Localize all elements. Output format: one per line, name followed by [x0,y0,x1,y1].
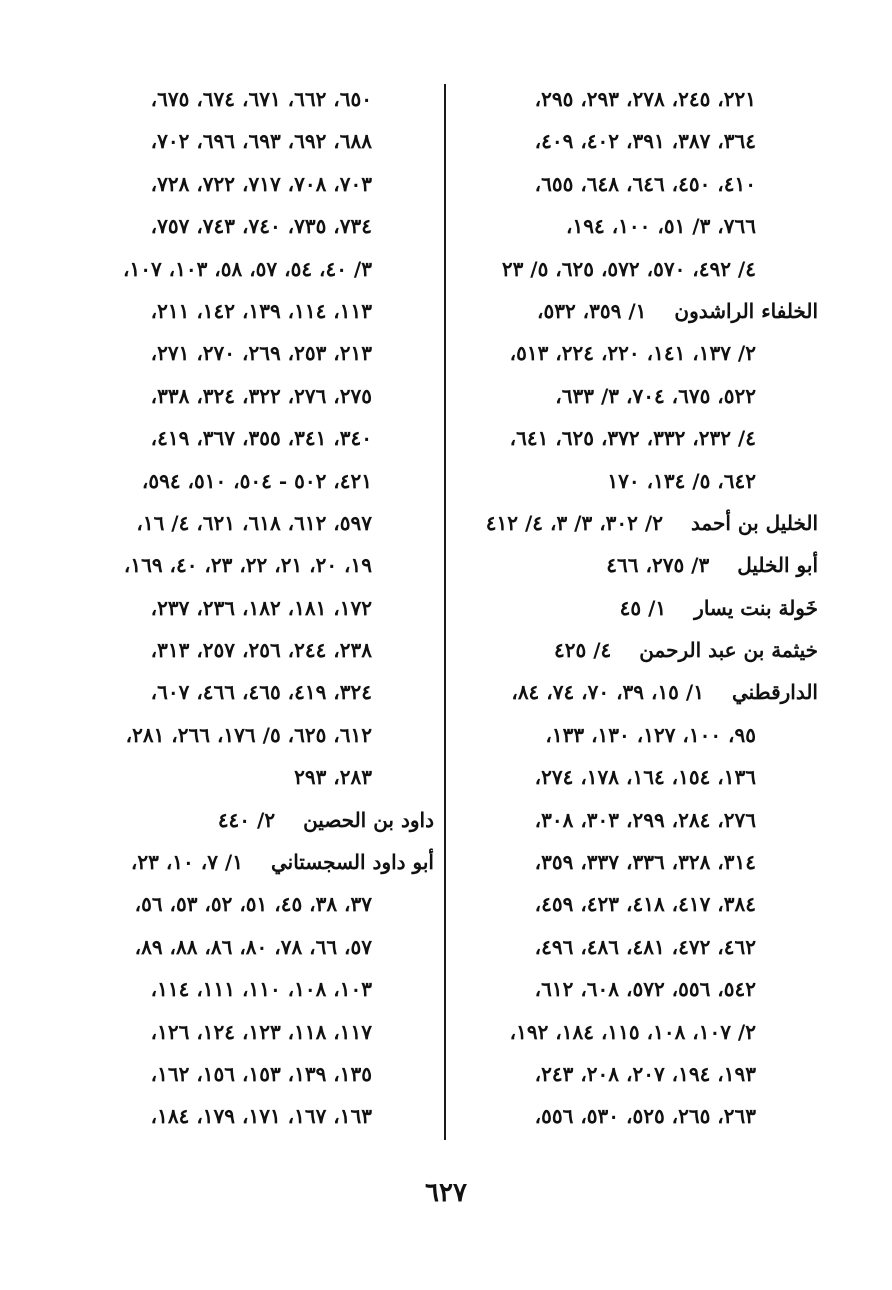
index-continuation-line: ٣٨٤، ٤١٧، ٤١٨، ٤٢٣، ٤٥٩، [534,892,756,917]
index-continuation-line: ١٠٣، ١٠٨، ١١٠، ١١١، ١١٤، [150,977,372,1002]
entry-refs: ٣/ ٢٧٥، ٤٦٦ [606,553,710,578]
entry-name: داود بن الحصين [303,807,434,832]
index-continuation-line: ٤١٠، ٤٥٠، ٦٤٦، ٦٤٨، ٦٥٥، [534,171,756,196]
column-divider [444,84,446,1140]
index-continuation-line: ٣٧، ٣٨، ٤٥، ٥١، ٥٢، ٥٣، ٥٦، [134,892,372,917]
index-continuation-line: ٤٦٢، ٤٧٢، ٤٨١، ٤٨٦، ٤٩٦، [534,934,756,959]
index-continuation-line: ٤/ ٤٩٢، ٥٧٠، ٥٧٢، ٦٢٥، ٥/ ٢٣ [501,256,756,281]
index-entry [72,799,434,841]
entry-name: خيثمة بن عبد الرحمن [639,638,818,663]
entry-name: الخليل بن أحمد [690,510,818,535]
entry-refs: ١/ ١٥، ٣٩، ٧٠، ٧٤، ٨٤، [511,680,704,705]
index-continuation-line: ٣١٤، ٣٢٨، ٣٣٦، ٣٣٧، ٣٥٩، [534,850,756,875]
index-continuation-line: ٦٤٢، ٥/ ١٣٤، ١٧٠ [607,468,756,493]
entry-refs: ١/ ٤٥ [619,595,667,620]
index-entry [456,544,818,586]
index-continuation-line: ٣٢٤، ٤١٩، ٤٦٥، ٤٦٦، ٦٠٧، [150,680,372,705]
index-entry [72,841,434,883]
index-continuation-line: ٧٦٦، ٣/ ٥١، ١٠٠، ١٩٤، [566,214,756,239]
index-entry [456,629,818,671]
index-continuation-line: ٦٥٠، ٦٦٢، ٦٧١، ٦٧٤، ٦٧٥، [150,87,372,111]
entry-name: أبو الخليل [737,553,818,578]
index-continuation-line: ٢/ ١٣٧، ١٤١، ٢٢٠، ٢٢٤، ٥١٣، [509,341,756,366]
index-continuation-line: ٢٧٦، ٢٨٤، ٢٩٩، ٣٠٣، ٣٠٨، [534,807,756,832]
index-continuation-line: ١٩، ٢٠، ٢١، ٢٢، ٢٣، ٤٠، ١٦٩، [123,553,372,578]
index-continuation-line: ٧٠٣، ٧٠٨، ٧١٧، ٧٢٢، ٧٢٨، [150,171,372,196]
entry-refs: ٤/ ٤٢٥ [554,638,612,663]
index-continuation-line: ٥٤٢، ٥٥٦، ٥٧٢، ٦٠٨، ٦١٢، [534,977,756,1002]
index-continuation-line: ٢٣٨، ٢٤٤، ٢٥٦، ٢٥٧، ٣١٣، [150,638,372,663]
index-continuation-line: ١١٣، ١١٤، ١٣٩، ١٤٢، ٢١١، [150,298,372,323]
index-continuation-line: ١٣٦، ١٥٤، ١٦٤، ١٧٨، ٢٧٤، [534,765,756,790]
right-column [456,78,818,1138]
index-continuation-line: ٤٢١، ٥٠٢ - ٥٠٤، ٥١٠، ٥٩٤، [141,468,372,493]
entry-refs: ٢/ ٤٤٠ [217,807,276,832]
index-continuation-line: ٣/ ٤٠، ٥٤، ٥٧، ٥٨، ١٠٣، ١٠٧، [122,256,372,281]
index-continuation-line: ٦٨٨، ٦٩٢، ٦٩٣، ٦٩٦، ٧٠٢، [150,129,372,154]
index-continuation-line: ١٧٢، ١٨١، ١٨٢، ٢٣٦، ٢٣٧، [150,595,372,620]
index-continuation-line: ٥٢٢، ٦٧٥، ٧٠٤، ٣/ ٦٣٣، [555,383,756,408]
index-continuation-line: ١٩٣، ١٩٤، ٢٠٧، ٢٠٨، ٢٤٣، [534,1061,756,1086]
entry-refs: ١/ ٣٥٩، ٥٣٢، [537,298,647,323]
entry-refs: ١/ ٧، ١٠، ٢٣، [130,850,243,875]
index-continuation-line: ٥٩٧، ٦١٢، ٦١٨، ٦٢١، ٤/ ١٦، [136,510,372,535]
entry-name: خَولة بنت يسار [694,595,818,620]
page-number: ٦٢٧ [425,1178,467,1208]
index-continuation-line: ١٣٥، ١٣٩، ١٥٣، ١٥٦، ١٦٢، [150,1061,372,1086]
index-continuation-line: ١١٧، ١١٨، ١٢٣، ١٢٤، ١٢٦، [150,1019,372,1044]
index-entry [456,587,818,629]
left-column [72,78,434,1138]
index-continuation-line: ٤/ ٢٣٢، ٣٣٢، ٣٧٢، ٦٢٥، ٦٤١، [509,426,756,451]
index-continuation-line: ٦١٢، ٦٢٥، ٥/ ١٧٦، ٢٦٦، ٢٨١، [125,722,372,747]
index-continuation-line: ٣٤٠، ٣٤١، ٣٥٥، ٣٦٧، ٤١٩، [150,426,372,451]
entry-refs: ٢/ ٣٠٢، ٣/ ٣، ٤/ ٤١٢ [485,510,663,535]
entry-name: الخلفاء الراشدون [674,298,818,323]
index-continuation-line: ٢١٣، ٢٥٣، ٢٦٩، ٢٧٠، ٢٧١، [150,341,372,366]
index-continuation-line: ٢٨٣، ٢٩٣ [294,765,372,790]
index-continuation-line: ٥٧، ٦٦، ٧٨، ٨٠، ٨٦، ٨٨، ٨٩، [134,934,372,959]
index-continuation-line: ٧٣٤، ٧٣٥، ٧٤٠، ٧٤٣، ٧٥٧، [150,214,372,239]
index-entry [456,502,818,544]
index-continuation-line: ٣٦٤، ٣٨٧، ٣٩١، ٤٠٢، ٤٠٩، [534,129,756,154]
index-continuation-line: ٢٢١، ٢٤٥، ٢٧٨، ٢٩٣، ٢٩٥، [534,87,756,111]
index-continuation-line: ٢/ ١٠٧، ١٠٨، ١١٥، ١٨٤، ١٩٢، [509,1019,756,1044]
entry-name: الدارقطني [731,680,818,705]
index-continuation-line: ٢٦٣، ٢٦٥، ٥٢٥، ٥٣٠، ٥٥٦، [534,1104,756,1129]
index-entry [456,290,818,332]
index-continuation-line: ١٦٣، ١٦٧، ١٧١، ١٧٩، ١٨٤، [150,1104,372,1129]
index-continuation-line: ٢٧٥، ٢٧٦، ٣٢٢، ٣٢٤، ٣٣٨، [150,383,372,408]
index-continuation-line: ٩٥، ١٠٠، ١٢٧، ١٣٠، ١٣٣، [545,722,756,747]
entry-name: أبو داود السجستاني [270,850,434,875]
index-entry [456,671,818,713]
